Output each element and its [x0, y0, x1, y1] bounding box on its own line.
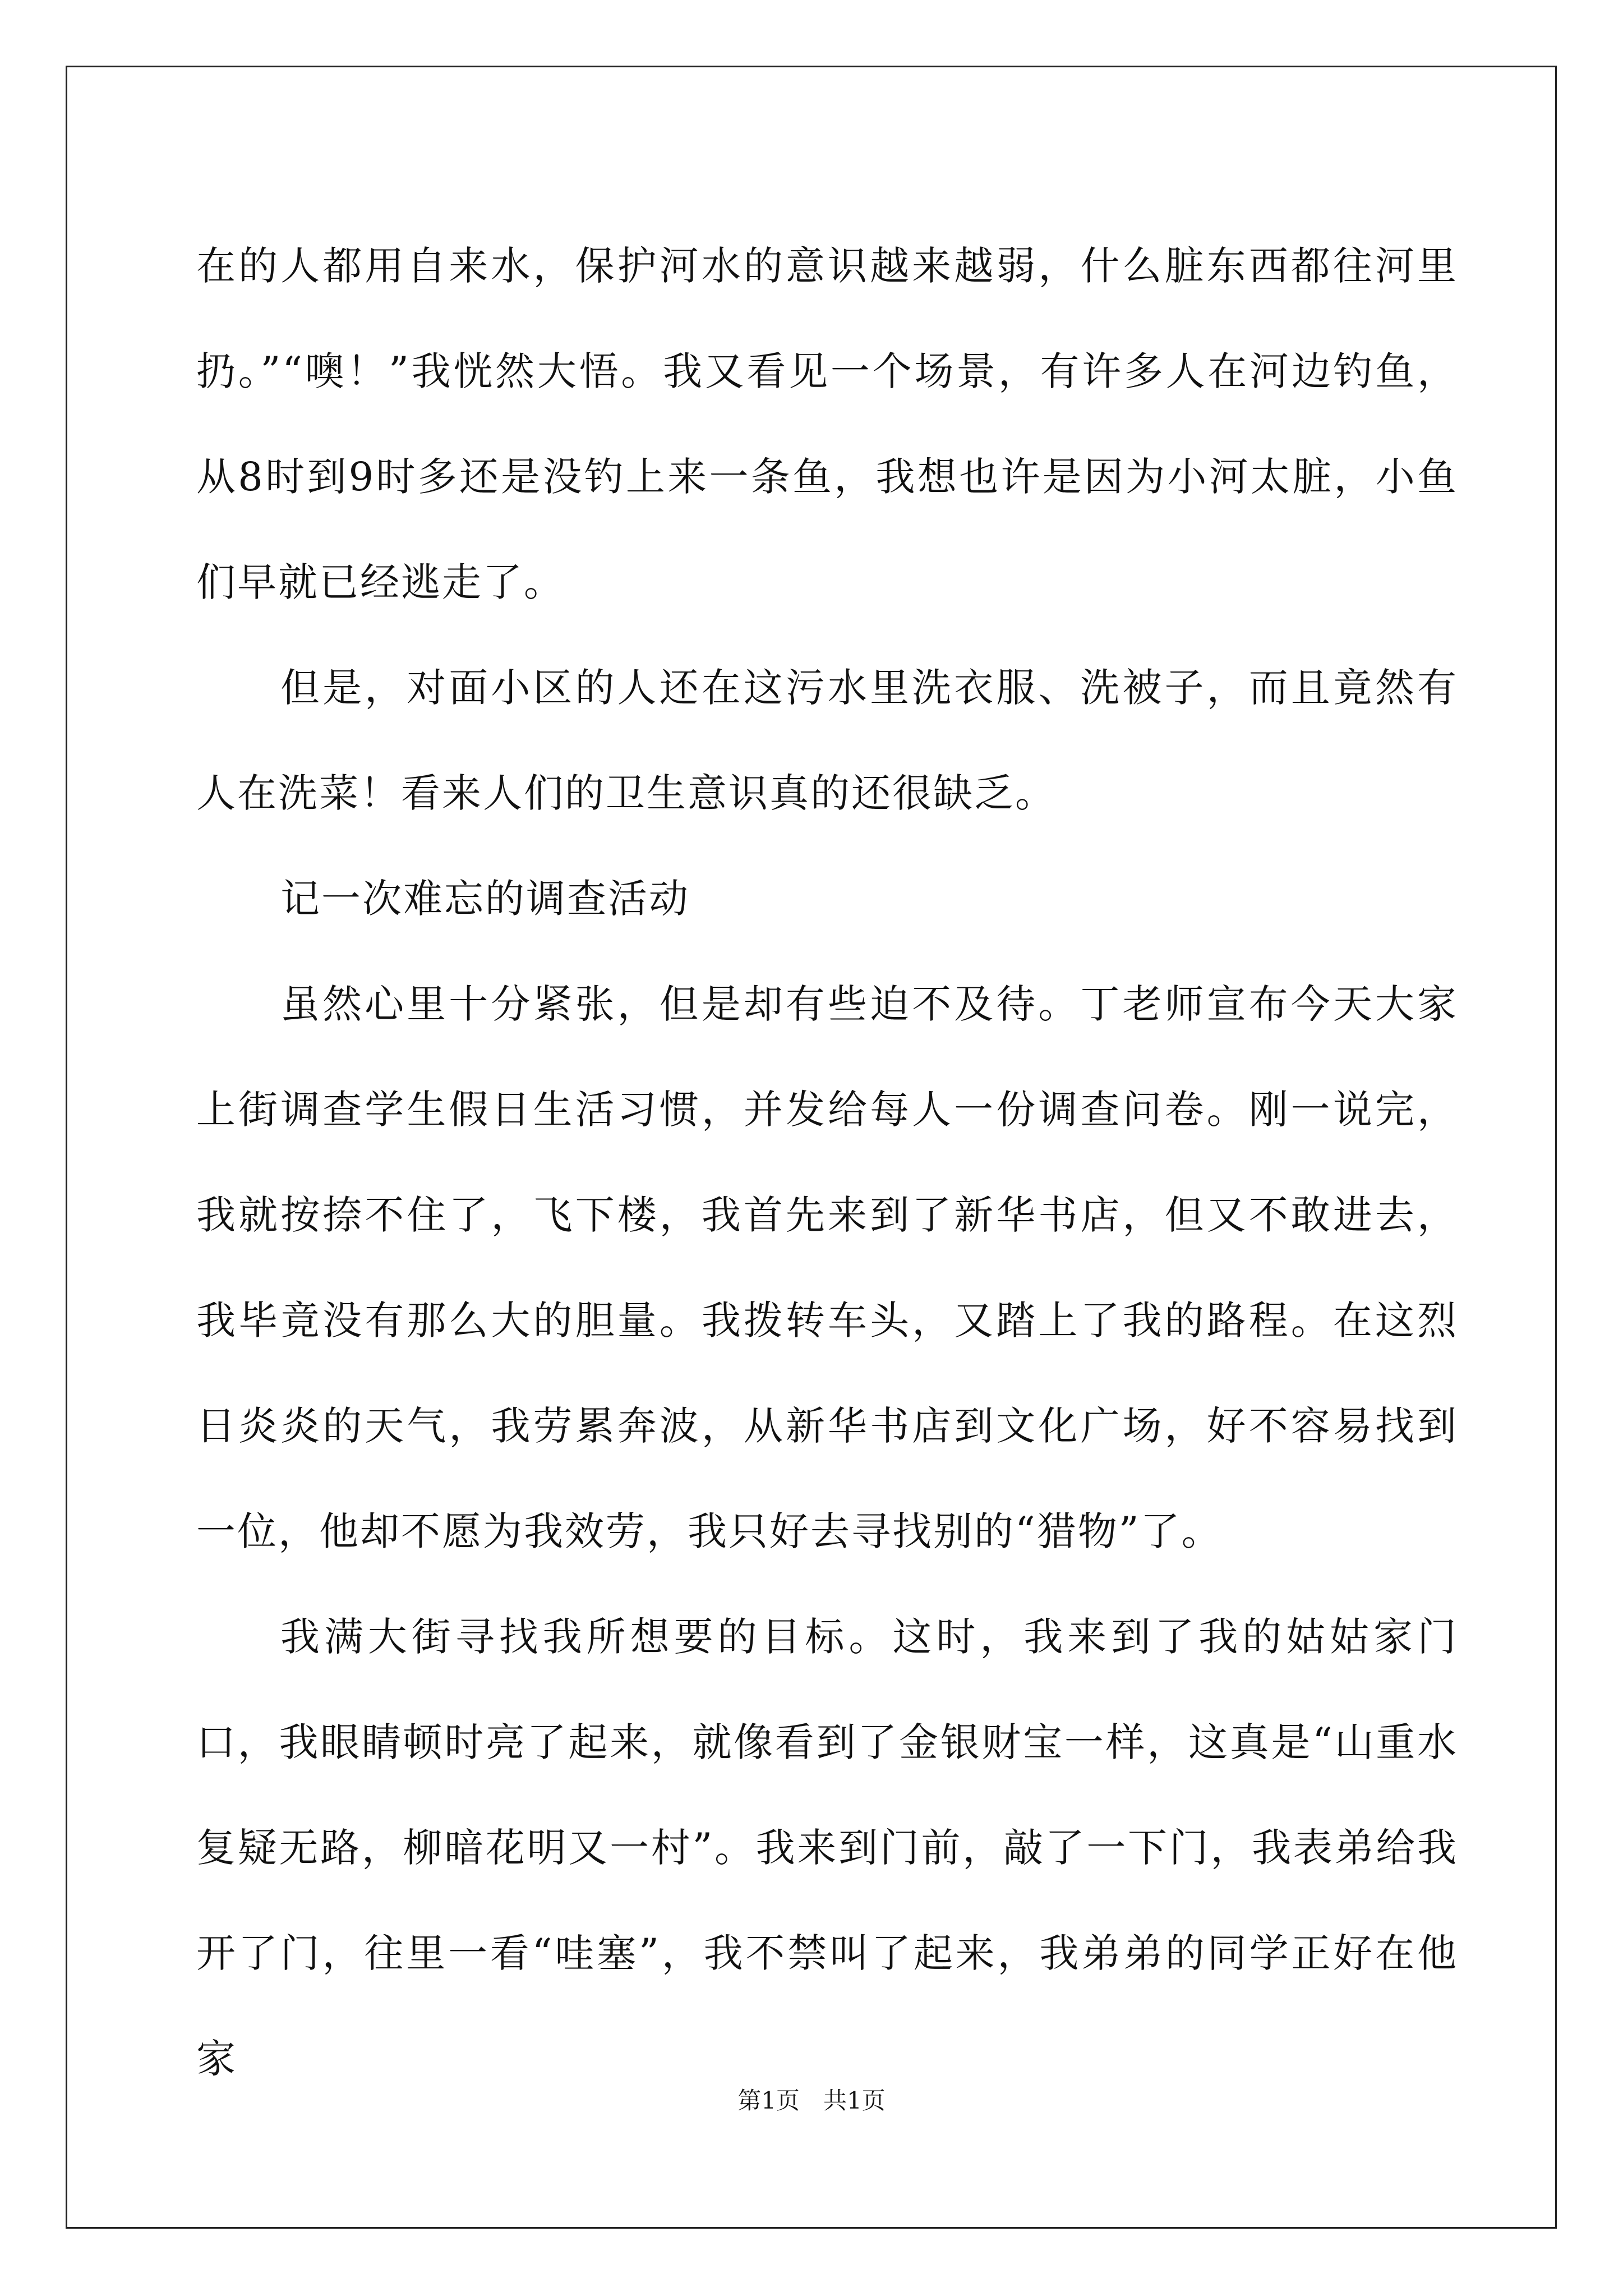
paragraph-4: 我满大街寻找我所想要的目标。这时，我来到了我的姑姑家门口，我眼睛顿时亮了起来，就像看到了金银财宝一样，这真是“山重水复疑无路，柳暗花明又一村”。我来到门前，敲了一下门，我表弟给我开了门，往里一看“哇塞”，我不禁叫了起来，我弟弟的同学正好在他家 [196, 1614, 1458, 2082]
page-number-footer: 第1页 共1页 [737, 2087, 886, 2114]
paragraph-2: 但是，对面小区的人还在这污水里洗衣服、洗被子，而且竟然有人在洗菜！看来人们的卫生意识真的还很缺乏。 [196, 665, 1458, 816]
paragraph-1: 在的人都用自来水，保护河水的意识越来越弱，什么脏东西都往河里扔。”“噢！”我恍然大悟。我又看见一个场景，有许多人在河边钓鱼，从8时到9时多还是没钓上来一条鱼，我想也许是因为小河太脏，小鱼们早就已经逃走了。 [196, 243, 1458, 605]
document-body [196, 213, 1458, 2111]
section-title: 记一次难忘的调查活动 [280, 876, 690, 922]
paragraph-3: 虽然心里十分紧张，但是却有些迫不及待。丁老师宣布今天大家上街调查学生假日生活习惯，并发给每人一份调查问卷。刚一说完，我就按捺不住了，飞下楼，我首先来到了新华书店，但又不敢进去，我毕竟没有那么大的胆量。我拨转车头，又踏上了我的路程。在这烈日炎炎的天气，我劳累奔波，从新华书店到文化广场，好不容易找到一位，他却不愿为我效劳，我只好去寻找别的“猎物”了。 [196, 981, 1458, 1554]
